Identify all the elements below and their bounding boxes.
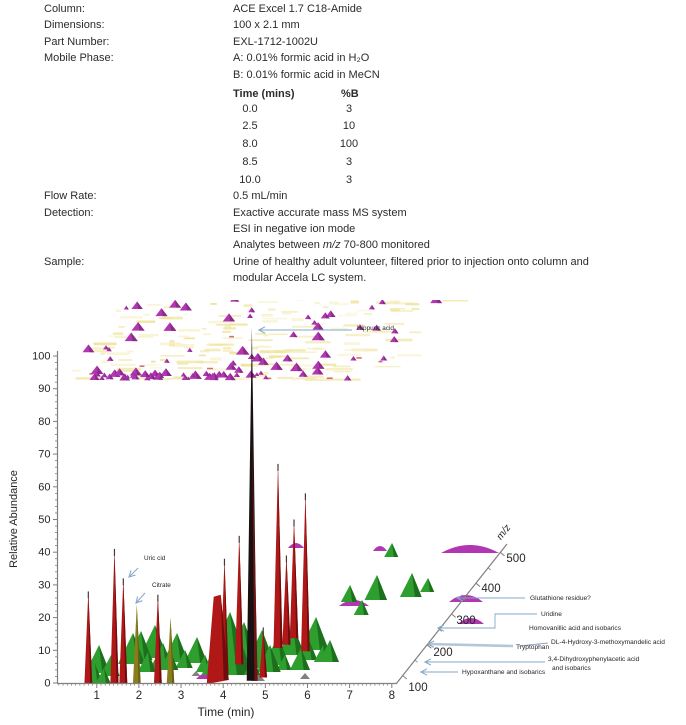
spec-value: ACE Excel 1.7 C18-Amide [233,3,362,15]
svg-text:Hypoxanthane and isobarics: Hypoxanthane and isobarics [462,669,546,677]
main-peaks-layer [84,327,309,684]
svg-text:5: 5 [262,690,269,702]
svg-text:and isobarics: and isobarics [552,665,591,673]
svg-text:100: 100 [408,682,428,694]
svg-text:Uridine: Uridine [541,611,562,619]
spec-row-dimensions [44,19,300,32]
svg-text:3: 3 [177,690,185,702]
svg-text:10: 10 [38,644,51,657]
spec-row-detection-2 [44,223,355,236]
gradient-time: 2.5 [242,120,258,133]
gradient-pctb: 10 [342,120,356,133]
gradient-pctb: 3 [345,102,353,115]
spec-label: Column: [44,3,85,15]
svg-text:7: 7 [346,690,353,702]
svg-text:4: 4 [219,690,227,702]
spec-label [44,223,233,236]
spec-value: 100 x 2.1 mm [233,19,300,32]
spec-row-flow-rate [44,190,287,203]
svg-text:3,4-Dihydroxyphenylacetic acid: 3,4-Dihydroxyphenylacetic acid [548,656,640,664]
spec-value: ESI in negative ion mode [233,223,356,235]
gradient-time: 0.0 [242,102,258,115]
spec-row-part-number [44,36,318,49]
chromatogram-figure [0,300,686,725]
gradient-pctb: 100 [339,138,359,151]
spec-row-sample-2 [44,272,366,285]
svg-text:2: 2 [135,690,143,702]
svg-text:Uric cid: Uric cid [144,555,166,562]
svg-text:Time (min): Time (min) [197,705,255,719]
gradient-pctb: 3 [345,173,353,186]
spec-value: Exactive accurate mass MS system [233,206,407,219]
spec-row-detection [44,207,407,220]
svg-text:Glutathione residue?: Glutathione residue? [530,595,591,603]
spec-label: Mobile Phase: [44,52,114,65]
noise-layer [72,300,478,381]
spec-row-mobile-phase-b [44,69,380,82]
svg-text:400: 400 [481,583,501,595]
spec-value: B: 0.01% formic acid in MeCN [233,68,380,81]
spec-value: Urine of healthy adult volunteer, filtered prior to injection onto column and [233,255,589,268]
svg-text:60: 60 [38,481,51,494]
svg-text:100: 100 [32,350,51,363]
spec-label [44,239,233,252]
chromatogram-3d [0,300,686,725]
svg-text:90: 90 [38,383,51,396]
gradient-time: 8.5 [242,155,258,168]
svg-text:m/z: m/z [494,522,514,543]
spec-row-column [44,3,362,16]
gradient-col-time: Time (mins) [233,87,295,100]
svg-text:Tryptophan: Tryptophan [516,644,550,652]
spec-label: Part Number: [44,35,110,48]
svg-text:0: 0 [44,677,51,690]
gradient-pctb: 3 [345,155,353,168]
svg-text:20: 20 [38,612,51,625]
spec-label: Detection: [44,206,94,219]
svg-text:300: 300 [456,615,476,627]
svg-text:500: 500 [506,553,526,565]
svg-text:50: 50 [38,514,51,526]
svg-text:80: 80 [38,415,51,428]
svg-text:70: 70 [38,448,51,461]
spec-value: Analytes between m/z 70-800 monitored [233,239,430,252]
spec-label [44,69,233,82]
spec-label: Sample: [44,255,85,268]
svg-text:40: 40 [38,546,51,559]
svg-text:1: 1 [93,690,100,702]
svg-text:Hippuric acid: Hippuric acid [357,325,394,332]
spec-row-mobile-phase-a [44,52,369,65]
spec-label [44,272,233,285]
svg-text:6: 6 [304,690,311,702]
gradient-col-b: %B [341,87,359,100]
svg-text:DL-4-Hydroxy-3-methoxymandelic: DL-4-Hydroxy-3-methoxymandelic acid [551,639,665,647]
svg-text:200: 200 [433,647,453,659]
spec-label: Dimensions: [44,19,105,32]
svg-text:Relative Abundance: Relative Abundance [8,470,20,568]
svg-text:Citrate: Citrate [152,582,171,589]
spec-row-sample [44,256,589,269]
spec-value: A: 0.01% formic acid in H₂O [233,52,370,65]
svg-text:8: 8 [388,690,396,702]
spec-value: EXL-1712-1002U [233,35,319,48]
spec-label: Flow Rate: [44,190,97,203]
spec-row-detection-3 [44,239,430,252]
svg-text:30: 30 [38,579,51,592]
gradient-time: 10.0 [239,173,261,186]
spec-value: modular Accela LC system. [233,272,367,285]
svg-text:Homovanillic acid and isobaric: Homovanillic acid and isobarics [529,625,621,633]
spec-value: 0.5 mL/min [233,190,288,203]
gradient-time: 8.0 [242,138,258,151]
